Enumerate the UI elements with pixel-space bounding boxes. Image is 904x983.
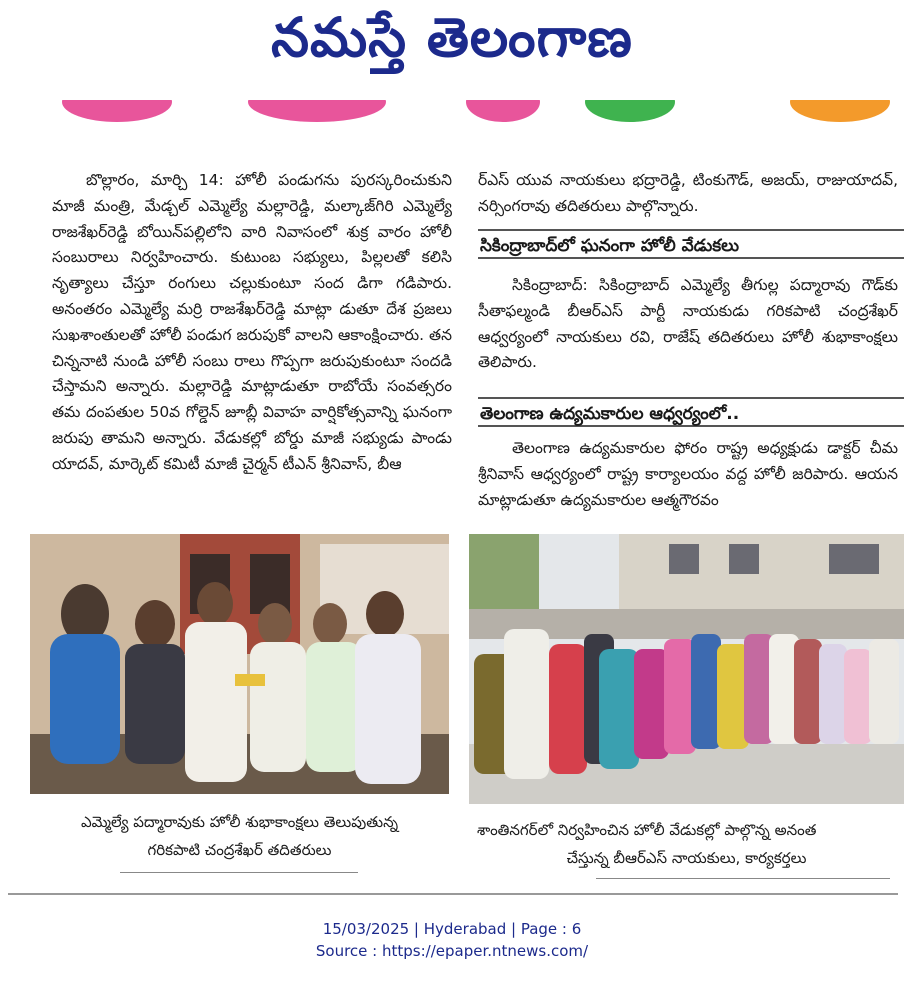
article-left-body: బొల్లారం, మార్చి 14: హోలీ పండుగను పురస్కరించుకుని మాజీ మంత్రి, మేడ్చల్ ఎమ్మెల్యే మల్లారెడ్డి, మల్కాజ్‌గిరి ఎమ్మెల్యే రాజశేఖర్‌రెడ్డి బోయిన్‌పల్లిలోని వారి నివాసంలో శుక్ర వారం హోలీ సంబురాలు నిర్వహించారు. కుటుంబ సభ్యులు, పిల్లలతో కలిసి నృత్యాలు చేస్తూ రంగులు చల్లుకుంటూ సంద డిగా గడిపారు. అనంతరం ఎమ్మెల్యే మర్రి రాజశేఖర్‌రెడ్డి మాట్లా డుతూ దేశ ప్రజలు సుఖశాంతులతో హోలీ పండుగ జరుపుకో వాలని ఆకాంక్షించారు. తన చిన్ననాటి నుండి హోలీ సంబు రాలు గొప్పగా జరుపుకుంటూ సందడి చేస్తామని అన్నారు. మల్లారెడ్డి మాట్లాడుతూ రాబోయే సంవత్సరం తమ దంపతుల 50వ గోల్డెన్ జూబ్లీ వివాహ వార్షికోత్సవాన్ని ఘనంగా జరుపు తామని అన్నారు. వేడుకల్లో బోర్డు మాజీ సభ్యుడు పాండు యాదవ్, మార్కెట్ కమిటీ మాజీ చైర్మన్ టీఎన్ శ్రీనివాస్, బీఆ [52, 171, 452, 473]
photo-right-caption-rule [596, 878, 890, 879]
activists-heading: తెలంగాణ ఉద్యమకారుల ఆధ్వర్యంలో.. [478, 397, 904, 427]
photo-shantinagar-celebration-image [469, 534, 904, 804]
color-dot-green [585, 100, 675, 122]
secunderabad-heading: సికింద్రాబాద్‌లో ఘనంగా హోలీ వేడుకలు [478, 229, 904, 259]
activists-body: తెలంగాణ ఉద్యమకారుల ఫోరం రాష్ట్ర అధ్యక్షుడు డాక్టర్ చీమ శ్రీనివాస్ ఆధ్వర్యంలో రాష్ట్ర కార్యాలయం వద్ద హోలీ జరిపారు. ఆయన మాట్లాడుతూ ఉద్యమకారుల ఆత్మగౌరవం [478, 439, 898, 509]
page-bottom-rule [8, 893, 898, 895]
article-left-column [52, 168, 452, 478]
photo-right-caption [469, 816, 904, 872]
masthead [0, 0, 904, 80]
article-right-continuation [478, 168, 898, 220]
photo-left-caption [30, 808, 449, 864]
footer-edition-line: 15/03/2025 | Hyderabad | Page : 6 [322, 920, 582, 938]
color-dot-orange [790, 100, 890, 122]
footer-source-line: Source : https://epaper.ntnews.com/ [315, 942, 589, 960]
newspaper-title: నమస్తే తెలంగాణ [271, 6, 633, 69]
article-right-continuation-body: ర్‌ఎస్ యువ నాయకులు భద్రారెడ్డి, టింకుగౌడ్, అజయ్, రాజుయాదవ్, నర్సింగరావు తదితరులు పాల్గొన్నారు. [478, 171, 898, 215]
color-dot-pink-center [466, 100, 540, 122]
color-dot-pink-center-left [248, 100, 386, 122]
photo-shantinagar-celebration [469, 534, 904, 804]
photo-right-caption-line2: చేస్తున్న బీఆర్‌ఎస్ నాయకులు, కార్యకర్తలు [566, 849, 807, 867]
activists-article [478, 436, 898, 513]
photo-left-caption-line1: ఎమ్మెల్యే పద్మారావుకు హోలీ శుభాకాంక్షలు తెలుపుతున్న [80, 813, 399, 831]
photo-holi-greetings [30, 534, 449, 794]
decorative-color-dots [0, 100, 904, 126]
photo-right-caption-line1: శాంతినగర్‌లో నిర్వహించిన హోలీ వేడుకల్లో పాల్గొన్న అనంత [477, 821, 817, 839]
secunderabad-article [478, 273, 898, 376]
photo-holi-greetings-image [30, 534, 449, 794]
photo-left-caption-line2: గరికపాటి చంద్రశేఖర్ తదితరులు [147, 841, 332, 859]
color-dot-pink-left [62, 100, 172, 122]
secunderabad-body: సికింద్రాబాద్: సికింద్రాబాద్ ఎమ్మెల్యే తీగుల్ల పద్మారావు గౌడ్‌కు సీతాఫల్మండి బీఆర్‌ఎస్ పార్టీ నాయకుడు గరికపాటి చంద్రశేఖర్ ఆధ్వర్యంలో నాయకులు రవి, రాజేష్ తదితరులు హోలీ శుభాకాంక్షలు తెలిపారు. [478, 276, 898, 372]
photo-left-caption-rule [120, 872, 358, 873]
page-footer [0, 918, 904, 962]
